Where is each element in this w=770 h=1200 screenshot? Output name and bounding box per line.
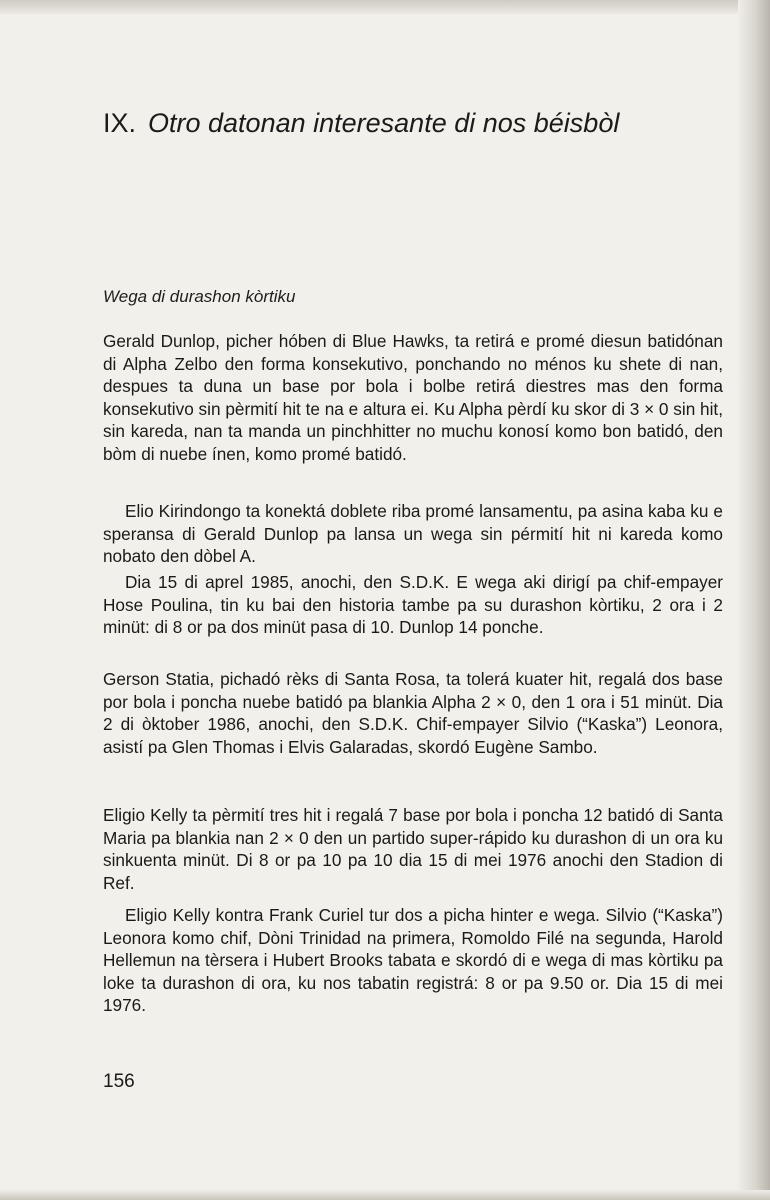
paragraph-1: Gerald Dunlop, picher hóben di Blue Hawks, ta retirá e promé diesun batidónan di Alpha Zelbo den forma konsekutivo, ponchando no ménos ku shete di nan, despues ta duna un base por bola i bolbe retirá diestres mas den forma konsekutivo sin pèrmití hit te na e altura ei. Ku Alpha pèrdí ku skor di 3 × 0 sin hit, sin kareda, nan ta manda un pinchhitter no muchu konosí komo bon batidó, den bòm di nuebe ínen, komo promé batidó. <box>103 331 723 464</box>
chapter-number: IX. <box>103 108 137 138</box>
paragraph-4: Gerson Statia, pichadó rèks di Santa Rosa, ta tolerá kuater hit, regalá dos base por bola i poncha nuebe batidó pa blankia Alpha 2 × 0, den 1 ora i 51 minüt. Dia 2 di òktober 1986, anochi, den S.D.K. Chif-empayer Silvio (“Kaska”) Leonora, asistí pa Glen Thomas i Elvis Galaradas, skordó Eugène Sambo. <box>103 669 723 757</box>
page-top-edge <box>0 0 770 14</box>
paragraph-2: Elio Kirindongo ta konektá doblete riba promé lansamentu, pa asina kaba ku e speransa di Gerald Dunlop pa lansa un wega sin pérmití hit ni kareda komo nobato den dòbel A. <box>103 501 723 567</box>
page-spine-edge <box>738 0 770 1200</box>
page-bottom-edge <box>0 1190 770 1200</box>
paragraph-3: Dia 15 di aprel 1985, anochi, den S.D.K. E wega aki dirigí pa chif-empayer Hose Poulina, tin ku bai den historia tambe pa su durashon kòrtiku, 2 ora i 2 minüt: di 8 or pa dos minüt pasa di 10. Dunlop 14 ponche. <box>103 572 723 638</box>
section-heading: Wega di durashon kòrtiku <box>103 287 296 306</box>
paragraph-6: Eligio Kelly kontra Frank Curiel tur dos a picha hinter e wega. Silvio (“Kaska”) Leonora komo chif, Dòni Trinidad na primera, Romoldo Filé na segunda, Harold Hellemun na tèrsera i Hubert Brooks tabata e skordó di e wega di mas kòrtiku pa loke ta durashon di ora, ku nos tabatin registrá: 8 or pa 9.50 or. Dia 15 di mei 1976. <box>103 905 723 1016</box>
chapter-title <box>103 108 723 139</box>
paragraph-5: Eligio Kelly ta pèrmití tres hit i regalá 7 base por bola i poncha 12 batidó di Santa Maria pa blankia nan 2 × 0 den un partido super-rápido ku durashon di un ora ku sinkuenta minüt. Di 8 or pa 10 pa 10 dia 15 di mei 1976 anochi den Stadion di Ref. <box>103 805 723 893</box>
chapter-title-text: Otro datonan interesante di nos béisbòl <box>148 108 620 138</box>
page-number: 156 <box>103 1071 135 1092</box>
